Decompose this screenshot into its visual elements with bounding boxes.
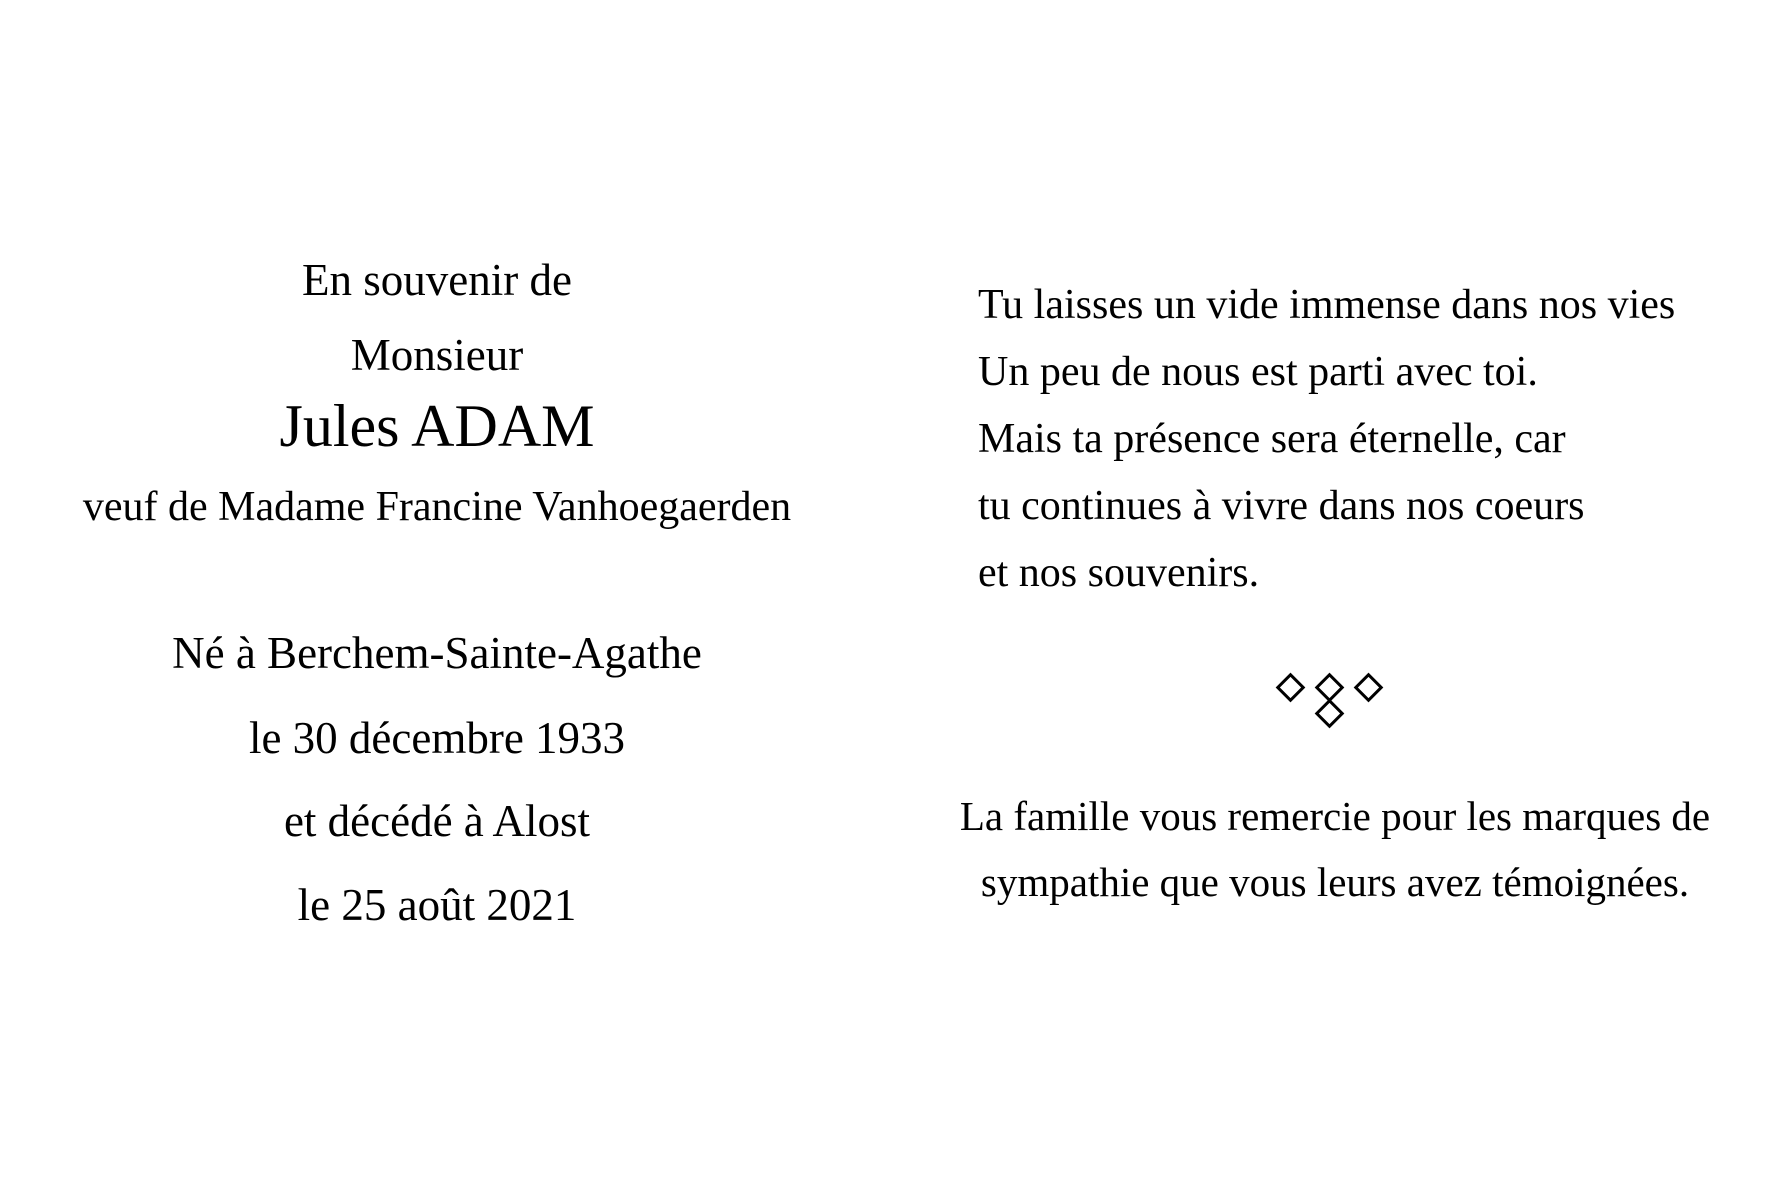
honorific: Monsieur bbox=[350, 330, 524, 380]
diamond-outline-icon bbox=[1353, 673, 1383, 703]
diamond-outline-icon bbox=[1314, 699, 1344, 729]
thanks-line: sympathie que vous leurs avez témoignées. bbox=[980, 859, 1690, 905]
thanks-line: La famille vous remercie pour les marques de bbox=[959, 793, 1711, 839]
diamond-ornament bbox=[1254, 677, 1404, 713]
diamond-outline-icon bbox=[1275, 673, 1305, 703]
poem-line: Un peu de nous est parti avec toi. bbox=[978, 349, 1538, 395]
poem-line: Tu laisses un vide immense dans nos vies bbox=[978, 282, 1676, 328]
spouse-line: veuf de Madame Francine Vanhoegaerden bbox=[82, 484, 792, 530]
death-place: et décédé à Alost bbox=[283, 796, 591, 846]
poem-line: Mais ta présence sera éternelle, car bbox=[978, 416, 1566, 462]
birth-date: le 30 décembre 1933 bbox=[248, 713, 626, 763]
deceased-name: Jules ADAM bbox=[279, 393, 595, 459]
souvenir-heading: En souvenir de bbox=[302, 255, 572, 305]
birth-place: Né à Berchem-Sainte-Agathe bbox=[172, 628, 702, 678]
poem-line: et nos souvenirs. bbox=[978, 550, 1260, 596]
death-date: le 25 août 2021 bbox=[297, 880, 577, 930]
poem-line: tu continues à vivre dans nos coeurs bbox=[978, 483, 1585, 529]
